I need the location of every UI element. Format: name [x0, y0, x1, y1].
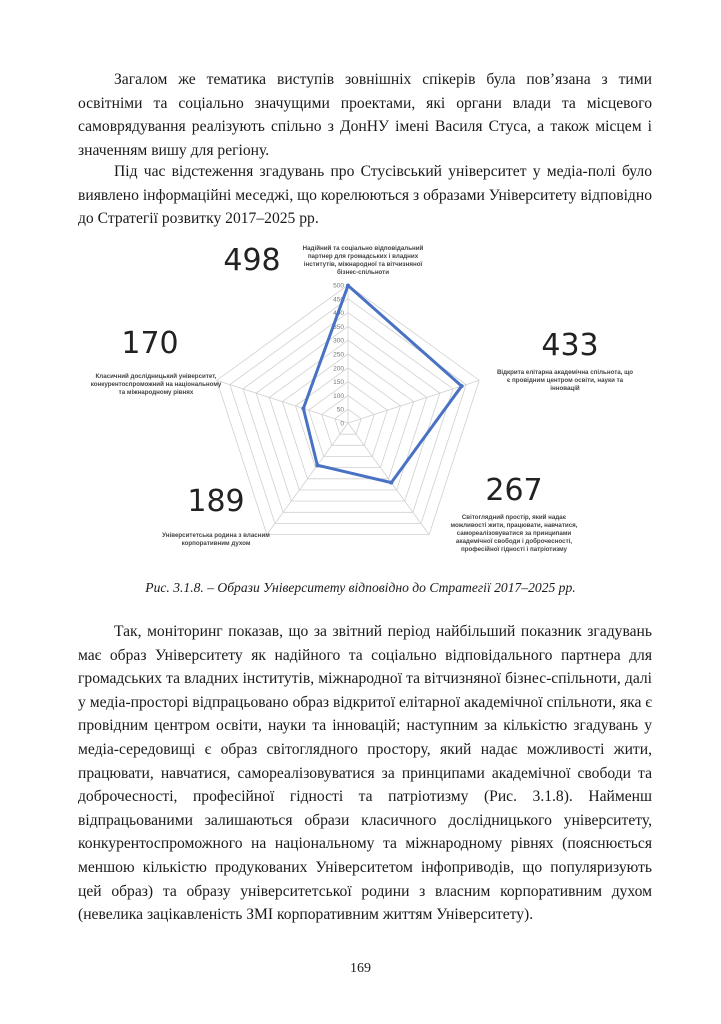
page-number: 169 [350, 961, 371, 976]
category-label-1: Відкрита елітарна академічна спільнота, що є провідним центром освіти, науки та інновацій [496, 369, 634, 392]
value-label-4: 170 [121, 326, 179, 361]
paragraph-intro: Загалом же тематика виступів зовнішніх спікерів була пов’язана з тими освітніми та соціально значущими проектами, які органи влади та місцевого самоврядування реалізують спільно з ДонНУ імені Василя Стуса, а також місцем і значенням вишу для регіону. [78, 71, 652, 159]
paragraph-monitoring: Під час відстеження згадувань про Стусівський університет у медіа-полі було виявлено інформаційні меседжі, що корелюються з образами Університету відповідно до Стратегії розвитку 2017–2025 рр. [78, 163, 652, 228]
tick-label-500: 500 [333, 282, 344, 290]
tick-label-50: 50 [336, 406, 344, 414]
tick-label-100: 100 [333, 392, 344, 400]
data-point-2 [389, 481, 393, 485]
value-label-2: 267 [485, 473, 543, 508]
figure-caption: Рис. 3.1.8. – Образи Університету відповідно до Стратегії 2017–2025 рр. [145, 580, 576, 595]
tick-label-0: 0 [340, 420, 344, 428]
value-label-1: 433 [541, 328, 599, 363]
tick-label-450: 450 [333, 296, 344, 304]
data-point-0 [346, 284, 350, 288]
paragraph-analysis: Так, моніторинг показав, що за звітний період найбільший показник згадувань має образ Університету як надійного та соціально відповідального партнера для громадських та владних інститутів, міжнародної та вітчизняної бізнес-спільноти, далі у медіа-просторі відпрацьовано образ відкритої елітарної академічної спільноти, яка є провідним центром освіти, науки та інновацій; наступним за кількістю згадувань у медіа-середовищі є образ світоглядного простору, який надає можливості жити, працювати, навчатися, самореалізовуватися за принципами академічної свободи та доброчесності, професійної гідності та патріотизму (Рис. 3.1.8). Найменш відпрацьованими залишаються образи класичного дослідницького університету, конкурентоспроможного на національному та міжнародному рівнях (пояснюється меншою кількістю продукованих Університетом інфоприводів, що популяризують цей образ) та образу університетської родини з власним корпоративним духом (невелика зацікавленість ЗМІ корпоративним життям Університету). [78, 623, 652, 924]
data-point-1 [460, 384, 464, 388]
axis-spoke-4 [217, 380, 348, 423]
category-label-2: Світоглядний простір, який надає можливості жити, працювати, навчатися, самореалізовуватися за принципами академічної свободи і доброчесності, професійної гідності і патріотизму [450, 514, 578, 553]
data-point-4 [301, 407, 305, 411]
series-line [303, 286, 461, 483]
tick-label-150: 150 [333, 379, 344, 387]
value-label-3: 189 [187, 484, 245, 519]
tick-label-350: 350 [333, 323, 344, 331]
category-label-0: Надійний та соціально відповідальний партнер для громадських і владних інститутів, міжнародної та вітчизняної бізнес-спільноти [302, 245, 424, 276]
tick-label-250: 250 [333, 351, 344, 359]
tick-label-200: 200 [333, 365, 344, 373]
value-label-0: 498 [223, 243, 281, 278]
data-point-3 [315, 463, 319, 467]
category-label-3: Університетська родина з власним корпоративним духом [162, 532, 270, 547]
tick-label-300: 300 [333, 337, 344, 345]
tick-label-400: 400 [333, 310, 344, 318]
category-label-4: Класичний дослідницький університет, конкурентоспроможний на національному та міжнародному рівнях [90, 373, 222, 396]
